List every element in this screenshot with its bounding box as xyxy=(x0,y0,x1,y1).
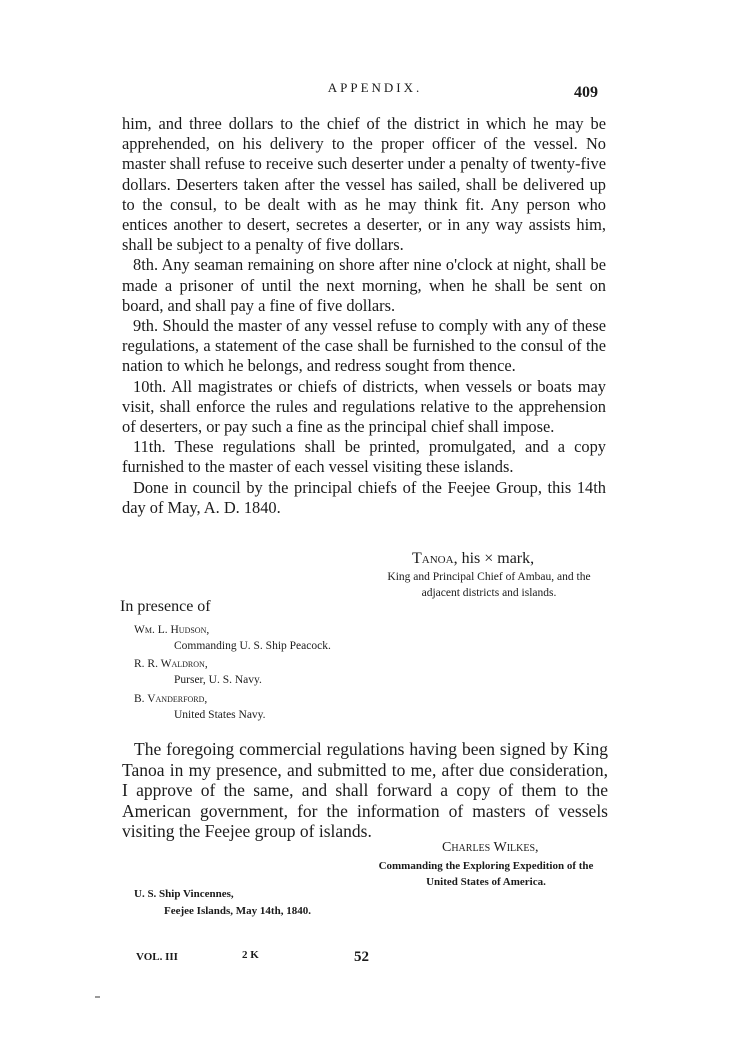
paragraph-done-in-council: Done in council by the principal chiefs of the Feejee Group, this 14th day of May, A. D. 1840. xyxy=(122,477,606,517)
witness-title: Commanding U. S. Ship Peacock. xyxy=(174,640,331,652)
wilkes-title-line-2: United States of America. xyxy=(426,876,546,888)
approval-text: The foregoing commercial regulations having been signed by King Tanoa in my presence, and submitted to me, after due consideration, I approve of the same, and shall forward a copy of them to the American government, for the information of masters of vessels visiting the Feejee group of islands. xyxy=(122,739,608,841)
wilkes-title xyxy=(360,858,612,890)
tanoa-signature xyxy=(412,550,534,568)
paper-speck xyxy=(95,996,100,998)
witness-name: B. Vanderford, xyxy=(134,693,208,705)
paragraph-continuation: him, and three dollars to the chief of the district in which he may be apprehended, on his delivery to the proper officer of the vessel. No master shall refuse to receive such deserter under a penalty of twenty-five dollars. Deserters taken after the vessel has sailed, shall be delivered up to the consul, to be dealt with as he may think fit. Any person who entices another to desert, secretes a deserter, or in any way assists him, shall be subject to a penalty of five dollars. xyxy=(122,114,606,255)
tanoa-name: Tanoa xyxy=(412,550,454,567)
tanoa-title-line-2: adjacent districts and islands. xyxy=(421,587,557,599)
signature-mark: 2 K xyxy=(242,949,259,961)
running-head: APPENDIX. xyxy=(327,80,423,95)
dateline-ship: U. S. Ship Vincennes, xyxy=(134,888,234,900)
signature-number: 52 xyxy=(354,949,369,965)
witness-title: United States Navy. xyxy=(174,709,266,721)
witness-name: R. R. Waldron, xyxy=(134,658,208,670)
tanoa-title-line-1: King and Principal Chief of Ambau, and the xyxy=(387,571,591,583)
volume-label: VOL. III xyxy=(136,951,178,963)
approval-paragraph xyxy=(122,739,608,842)
witness-name: Wm. L. Hudson, xyxy=(134,624,210,636)
wilkes-title-line-1: Commanding the Exploring Expedition of the xyxy=(378,860,594,872)
regulations-text xyxy=(122,114,606,518)
paragraph-rule-8: 8th. Any seaman remaining on shore after nine o'clock at night, shall be made a prisoner of until the next morning, when he shall be sent on board, and shall pay a fine of five dollars. xyxy=(122,255,606,315)
paragraph-rule-10: 10th. All magistrates or chiefs of districts, when vessels or boats may visit, shall enforce the rules and regulations relative to the apprehension of deserters, or pay such a fine as the principal chief shall impose. xyxy=(122,376,606,437)
paragraph-rule-11: 11th. These regulations shall be printed, promulgated, and a copy furnished to the master of each vessel visiting these islands. xyxy=(122,437,606,477)
presence-heading: In presence of xyxy=(120,598,211,615)
wilkes-name: Charles Wilkes, xyxy=(442,840,539,855)
dateline-place-date: Feejee Islands, May 14th, 1840. xyxy=(164,905,311,917)
tanoa-mark: , his × mark, xyxy=(453,550,535,567)
page-number: 409 xyxy=(574,84,598,101)
witness-title: Purser, U. S. Navy. xyxy=(174,674,262,686)
paragraph-rule-9: 9th. Should the master of any vessel refuse to comply with any of these regulations, a statement of the case shall be furnished to the consul of the nation to which he belongs, and redress sought from thence. xyxy=(122,316,606,376)
tanoa-title xyxy=(370,569,608,601)
